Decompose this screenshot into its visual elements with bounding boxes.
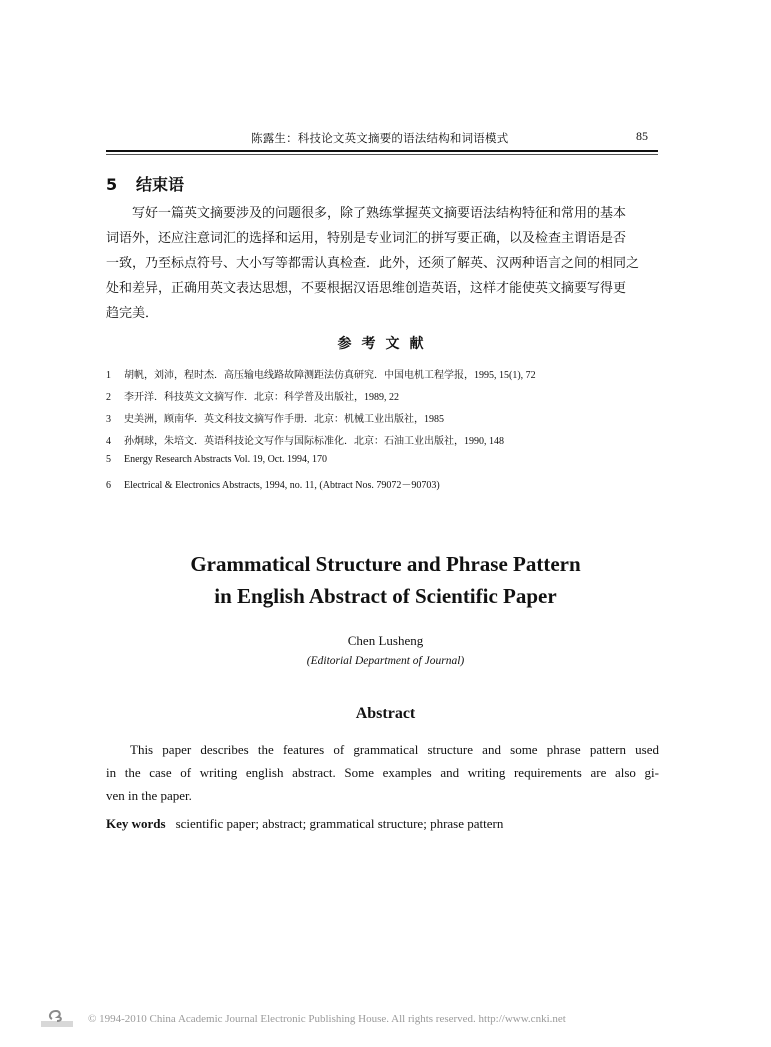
reference-number: 4 — [106, 436, 111, 447]
section-title: 结束语 — [136, 175, 185, 194]
references-heading: 参考文献 — [337, 336, 434, 352]
keywords — [106, 816, 503, 832]
english-title — [0, 548, 771, 612]
running-head — [106, 128, 658, 152]
section-number: 5 — [106, 175, 118, 194]
reference-item — [106, 476, 666, 498]
reference-text: Electrical & Electronics Abstracts, 1994, no. 11, (Abtract Nos. 79072－90703) — [124, 480, 440, 491]
reference-text: 孙炯球，朱培文．英语科技论文写作与国际标准化．北京：石油工业出版社，1990, 148 — [124, 436, 504, 447]
copyright-text: © 1994-2010 China Academic Journal Electronic Publishing House. All rights reserved. http://www.cnki.net — [88, 1013, 566, 1025]
keywords-text: scientific paper; abstract; grammatical structure; phrase pattern — [175, 816, 504, 831]
reference-number: 1 — [106, 370, 111, 381]
reference-text: 李开洋．科技英文文摘写作．北京：科学普及出版社，1989, 22 — [124, 392, 399, 403]
english-title-line: Grammatical Structure and Phrase Pattern — [190, 552, 581, 576]
reference-item — [106, 410, 666, 432]
english-title-line: in English Abstract of Scientific Paper — [214, 584, 557, 608]
paragraph-line: 处和差异，正确用英文表达思想，不要根据汉语思维创造英语，这样才能使英文摘要写得更 — [106, 281, 627, 296]
abstract-line: This paper describes the features of grammatical structure and some phrase pattern used — [130, 742, 659, 757]
paragraph-line: 趋完美． — [106, 306, 159, 321]
reference-text: 史美洲，顾南华．英文科技文摘写作手册．北京：机械工业出版社，1985 — [124, 414, 444, 425]
reference-number: 2 — [106, 392, 111, 403]
reference-text: Energy Research Abstracts Vol. 19, Oct. 1994, 170 — [124, 454, 328, 465]
paragraph-line: 一致，乃至标点符号、大小写等都需认真检查．此外，还须了解英、汉两种语言之间的相同之 — [106, 256, 640, 271]
abstract-paragraph — [106, 738, 659, 807]
reference-number: 5 — [106, 454, 111, 465]
author-name: Chen Lusheng — [347, 633, 424, 648]
reference-number: 3 — [106, 414, 111, 425]
abstract-line: ven in the paper. — [106, 788, 192, 803]
abstract-heading: Abstract — [355, 705, 416, 722]
running-head-title: 陈露生：科技论文英文摘要的语法结构和词语模式 — [251, 131, 509, 145]
reference-item — [106, 366, 666, 388]
paragraph-line: 词语外，还应注意词汇的选择和运用，特别是专业词汇的拼写要正确，以及检查主谓语是否 — [106, 231, 627, 246]
keywords-label: Key words — [106, 816, 166, 831]
paragraph-line: 写好一篇英文摘要涉及的问题很多，除了熟练掌握英文摘要语法结构特征和常用的基本 — [132, 206, 627, 221]
reference-item — [106, 388, 666, 410]
author-affiliation: (Editorial Department of Journal) — [306, 655, 465, 667]
reference-text: 胡帆，刘沛，程时杰．高压输电线路故障测距法仿真研究．中国电机工程学报，1995, 15(1), 72 — [124, 370, 536, 381]
conclusion-paragraph — [106, 201, 659, 326]
section-heading — [106, 172, 184, 195]
page-number: 85 — [636, 129, 648, 143]
reference-list — [106, 366, 666, 498]
cnki-logo-icon — [40, 1007, 74, 1029]
reference-number: 6 — [106, 480, 111, 491]
reference-item — [106, 432, 666, 454]
abstract-line: in the case of writing english abstract. Some examples and writing requirements are also gi- — [106, 765, 659, 780]
reference-item — [106, 454, 666, 476]
header-rule — [106, 154, 658, 155]
footer — [40, 1007, 680, 1029]
